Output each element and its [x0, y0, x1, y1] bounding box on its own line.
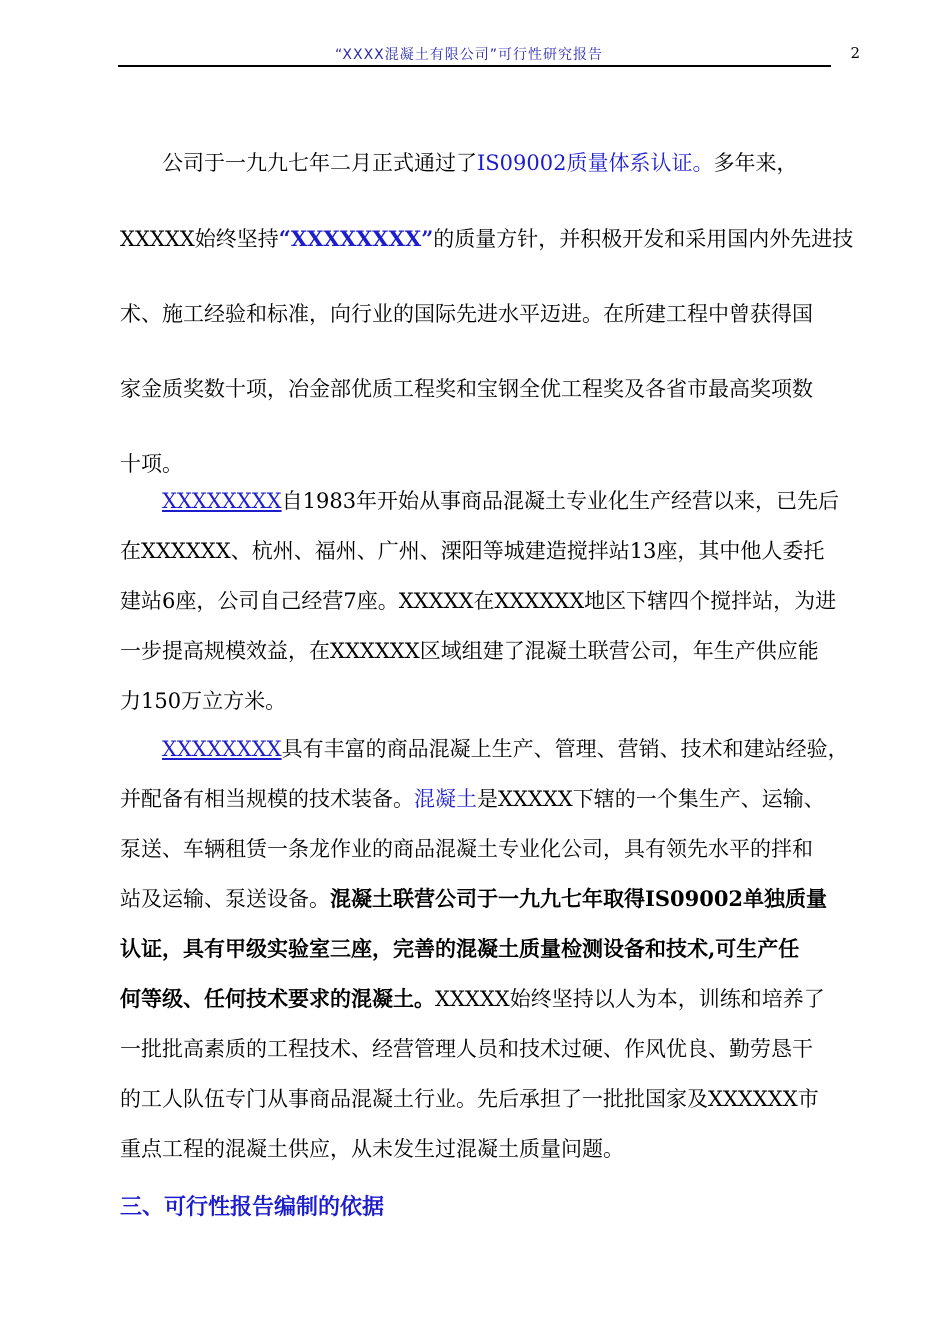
paragraph-capabilities — [120, 724, 860, 1174]
text-line: 公司于一九九七年二月正式通过了IS09002质量体系认证。多年来， — [162, 151, 798, 175]
text-line: 十项。 — [120, 452, 183, 476]
link-iso-certification: IS09002质量体系认证。 — [477, 151, 714, 175]
paragraph-company-history — [120, 476, 860, 726]
text-line: 在XXXXXX、杭州、福州、广州、溧阳等城建造搅拌站13座，其中他人委托 — [120, 539, 825, 563]
bold-certification-text: 混凝土联营公司于一九九七年取得IS09002单独质量 — [330, 886, 828, 911]
text-line: XXXXX始终坚持“XXXXXXXX”的质量方针，并积极开发和采用国内外先进技 — [120, 226, 854, 251]
section-heading: 三、可行性报告编制的依据 — [120, 1195, 385, 1220]
text-line: 一批批高素质的工程技术、经营管理人员和技术过硬、作风优良、勤劳恳干 — [120, 1037, 813, 1061]
text-line: 力150万立方米。 — [120, 689, 287, 713]
text-line: 站及运输、泵送设备。混凝土联营公司于一九九七年取得IS09002单独质量 — [120, 886, 828, 911]
company-name-link: XXXXXXXX — [162, 737, 282, 761]
paragraph-quality-certification — [120, 126, 860, 502]
header-rule — [118, 65, 831, 67]
text-line: 建站6座，公司自己经营7座。XXXXX在XXXXXX地区下辖四个搅拌站，为进 — [120, 589, 837, 613]
company-name-link: XXXXXXXX — [162, 489, 282, 513]
text-line: XXXXXXXX具有丰富的商品混凝上生产、管理、营销、技术和建站经验， — [162, 737, 849, 761]
text-line: 家金质奖数十项，冶金部优质工程奖和宝钢全优工程奖及各省市最高奖项数 — [120, 377, 813, 401]
text-line: 重点工程的混凝土供应，从未发生过混凝土质量问题。 — [120, 1137, 624, 1161]
text-line: 何等级、任何技术要求的混凝土。XXXXX始终坚持以人为本，训练和培养了 — [120, 986, 825, 1011]
text-line: 认证，具有甲级实验室三座，完善的混凝土质量检测设备和技术,可生产任 — [120, 936, 800, 961]
text-line: 一步提高规模效益，在XXXXXX区域组建了混凝土联营公司，年生产供应能 — [120, 639, 819, 663]
header-title: “XXXX混凝土有限公司”可行性研究报告 — [334, 47, 604, 63]
concrete-highlight: 混凝土 — [414, 787, 477, 811]
quality-motto: “XXXXXXXX” — [278, 226, 434, 251]
text-line: 的工人队伍专门从事商品混凝土行业。先后承担了一批批国家及XXXXXX市 — [120, 1087, 819, 1111]
text-line: 泵送、车辆租赁一条龙作业的商品混凝土专业化公司，具有领先水平的拌和 — [120, 837, 813, 861]
text-line: XXXXXXXX自1983年开始从事商品混凝土专业化生产经营以来，已先后 — [162, 489, 840, 513]
text-line: 术、施工经验和标准，向行业的国际先进水平迈进。在所建工程中曾获得国 — [120, 302, 813, 326]
page-number: 2 — [850, 44, 860, 62]
text-line: 并配备有相当规模的技术装备。混凝土是XXXXX下辖的一个集生产、运输、 — [120, 787, 825, 811]
page-header — [118, 44, 860, 64]
